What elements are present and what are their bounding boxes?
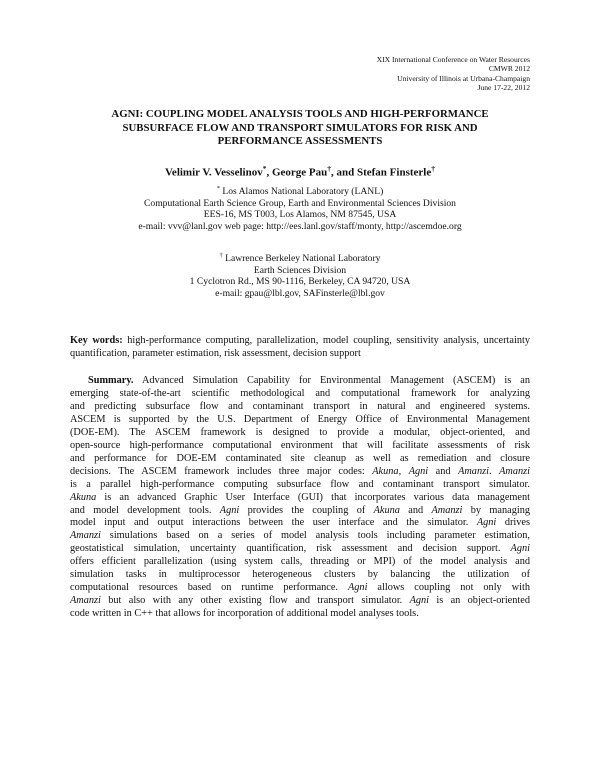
paper-title	[60, 108, 540, 149]
conference-dates: June 17-22, 2012	[477, 82, 530, 92]
conference-acronym: CMWR 2012	[488, 64, 530, 74]
author-1-mark: *	[262, 164, 267, 173]
summary-line: and predicting subsurface flow and contaminant transport in natural and engineered systems.	[70, 400, 530, 412]
affiliation-1-address: EES-16, MS T003, Los Alamos, NM 87545, USA	[203, 209, 397, 221]
summary-line: computational resources based on runtime performance. Agni allows coupling not only with	[70, 582, 530, 594]
summary-line: and model development tools. Agni provides the coupling of Akuna and Amanzi by managing	[70, 504, 530, 516]
keywords-paragraph	[70, 334, 530, 360]
summary-line: Amanzi simulations based on a series of model analysis tools including parameter estimation,	[70, 530, 530, 542]
author-2-mark: †	[327, 164, 331, 173]
summary-line: code written in C++ that allows for incorporation of additional model analyses tools.	[70, 608, 419, 620]
summary-line: offers efficient parallelization (using system calls, threading or MPI) of the model analysis and	[70, 556, 530, 568]
summary-line: Akuna is an advanced Graphic User Interface (GUI) that incorporates various data management	[70, 491, 530, 503]
summary-line: open-source high-performance computational environment that will facilitate assessments of risk	[70, 439, 530, 451]
affiliation-2-address: 1 Cyclotron Rd., MS 90-1116, Berkeley, CA 94720, USA	[189, 276, 411, 288]
conference-name: XIX International Conference on Water Resources	[376, 55, 530, 64]
affiliation-lbnl	[40, 250, 560, 299]
author-list	[40, 162, 560, 180]
title-line-1: AGNI: COUPLING MODEL ANALYSIS TOOLS AND HIGH-PERFORMANCE	[111, 108, 489, 120]
summary-line: emerging state-of-the-art scientific methodological and computational framework for analyzing	[70, 387, 530, 399]
summary-line: and performance for DOE-EM contaminated site cleanup as well as remediation and closure	[70, 452, 530, 464]
summary-line: geostatistical simulation, uncertainty quantification, risk assessment and decision support. Agni	[70, 543, 530, 555]
affiliation-1-contact: e-mail: vvv@lanl.gov web page: http://ees.lanl.gov/staff/monty, http://ascemdoe.org	[138, 220, 462, 232]
summary-label: Summary.	[88, 375, 134, 386]
author-finsterle: , and Stefan Finsterle	[331, 166, 432, 179]
conference-header	[377, 55, 530, 92]
summary-line: Summary. Advanced Simulation Capability for Environmental Management (ASCEM) is an	[88, 375, 530, 386]
author-vesselinov: Velimir V. Vesselinov	[165, 166, 263, 179]
affiliation-1-mark: *	[216, 185, 220, 192]
keywords-label: Key words:	[70, 335, 123, 346]
conference-venue: University of Illinois at Urbana-Champaign	[397, 73, 530, 83]
summary-line: decisions. The ASCEM framework includes three major codes: Akuna, Agni and Amanzi. Amanzi	[70, 465, 530, 477]
author-3-mark: †	[431, 164, 435, 173]
affiliation-2-institution: Lawrence Berkeley National Laboratory	[222, 253, 381, 265]
title-line-3: PERFORMANCE ASSESSMENTS	[217, 135, 383, 147]
affiliation-2-mark: †	[219, 252, 223, 259]
summary-line: ASCEM is supported by the U.S. Department of Energy Office of Environmental Management	[70, 413, 530, 425]
title-line-2: SUBSURFACE FLOW AND TRANSPORT SIMULATORS FOR RISK AND	[122, 121, 478, 134]
keywords-text: high-performance computing, parallelization, model coupling, sensitivity analysis, uncertainty quantification, parameter estimation, risk assessment, decision support	[70, 335, 530, 359]
summary-line: is a parallel high-performance computing subsurface flow and contaminant transport simulator.	[70, 478, 530, 490]
summary-line: model input and output interactions between the user interface and the simulator. Agni drives	[70, 517, 530, 529]
summary-paragraph	[70, 375, 530, 621]
author-pau: , George Pau	[266, 166, 328, 179]
affiliation-1-institution: Los Alamos National Laboratory (LANL)	[219, 186, 384, 198]
affiliation-1-group: Computational Earth Science Group, Earth and Environmental Sciences Division	[144, 197, 456, 209]
affiliation-2-division: Earth Sciences Division	[253, 264, 347, 276]
summary-line: (DOE-EM). The ASCEM framework is designed to provide a modular, object-oriented, and	[70, 426, 530, 438]
summary-line: Amanzi but also with any other existing flow and transport simulator. Agni is an object-oriented	[70, 595, 530, 607]
affiliation-2-contact: e-mail: gpau@lbl.gov, SAFinsterle@lbl.gov	[215, 287, 385, 299]
affiliation-lanl	[40, 183, 560, 232]
summary-line: simulation tasks in multiprocessor heterogeneous clusters by balancing the utilization of	[70, 569, 530, 581]
